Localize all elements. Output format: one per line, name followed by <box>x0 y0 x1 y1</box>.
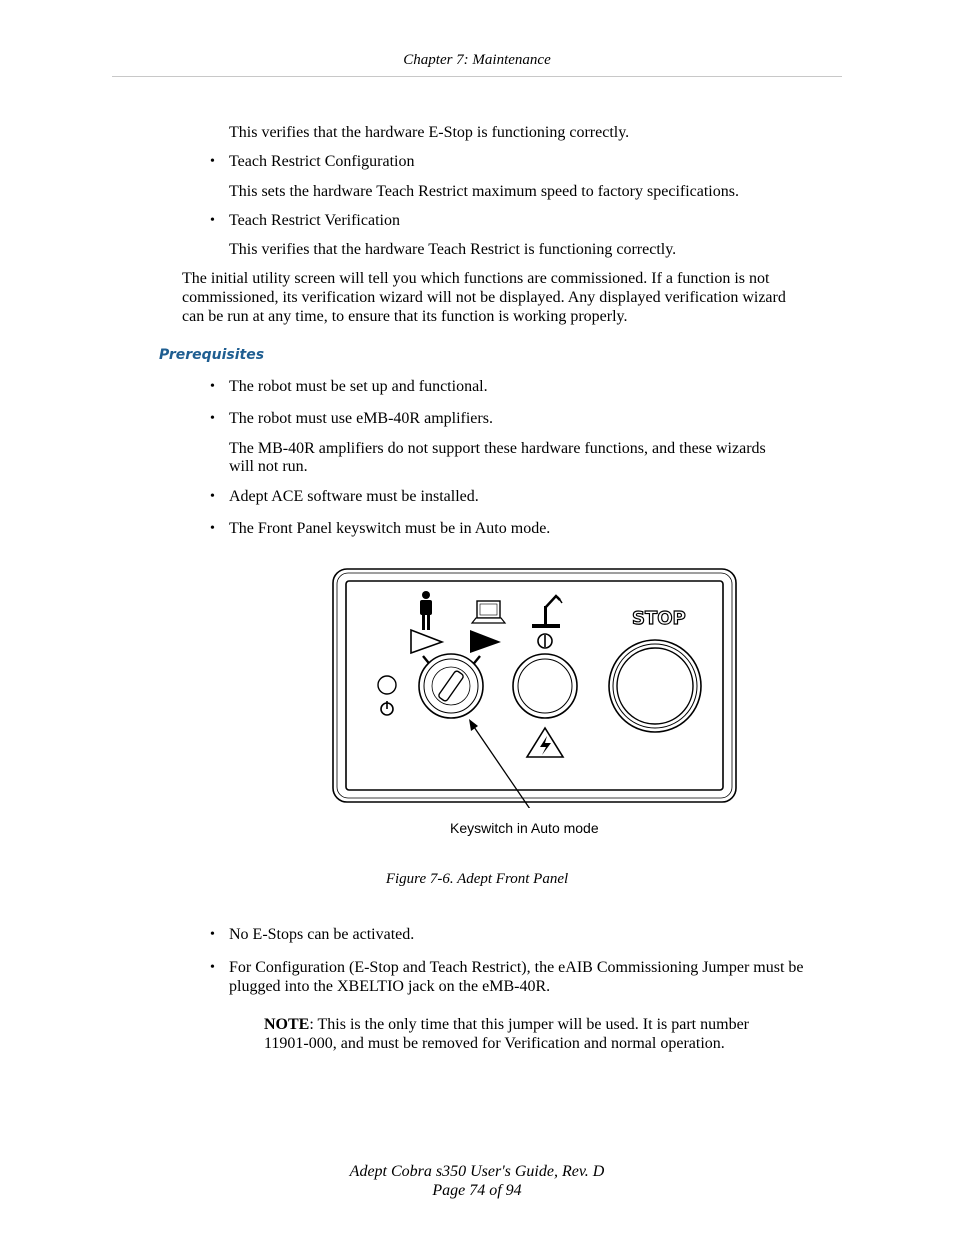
bullet-teach-config: • Teach Restrict Configuration <box>229 152 415 171</box>
note-label: NOTE <box>264 1016 310 1033</box>
power-button <box>513 654 577 718</box>
bullet-ace-installed: • Adept ACE software must be installed. <box>229 487 479 506</box>
mb40r-note-line-2: will not run. <box>229 458 308 475</box>
laptop-icon <box>472 601 505 623</box>
bullet-configuration-jumper-line-1: • For Configuration (E-Stop and Teach Restrict), the eAIB Commissioning Jumper must be <box>229 958 804 977</box>
teach-config-text: This sets the hardware Teach Restrict maximum speed to factory specifications. <box>229 183 739 200</box>
keyswitch-callout-label: Keyswitch in Auto mode <box>450 820 599 836</box>
bullet-keyswitch-auto: • The Front Panel keyswitch must be in Auto mode. <box>229 519 550 538</box>
stop-label: STOP <box>632 608 686 629</box>
initial-paragraph-line-3: can be run at any time, to ensure that its function is working properly. <box>182 308 628 325</box>
mb40r-note-line-1: The MB-40R amplifiers do not support these hardware functions, and these wizards <box>229 440 766 457</box>
note-line-2: 11901-000, and must be removed for Verification and normal operation. <box>264 1035 725 1052</box>
initial-paragraph-line-1: The initial utility screen will tell you which functions are commissioned. If a function is not <box>182 270 770 287</box>
prerequisites-heading: Prerequisites <box>159 347 265 363</box>
bullet-no-estops: • No E-Stops can be activated. <box>229 925 414 944</box>
bullet-robot-setup: • The robot must be set up and functional. <box>229 377 488 396</box>
bullet-teach-verify: • Teach Restrict Verification <box>229 211 400 230</box>
footer-page-number: Page 74 of 94 <box>432 1182 522 1199</box>
stop-button <box>609 640 701 732</box>
figure-caption: Figure 7-6. Adept Front Panel <box>385 871 569 887</box>
keyswitch <box>419 654 483 718</box>
configuration-jumper-line-2: plugged into the XBELTIO jack on the eMB-40R. <box>229 978 551 995</box>
estop-verify-text: This verifies that the hardware E-Stop is functioning correctly. <box>229 124 630 141</box>
header-divider <box>112 76 842 77</box>
chapter-header: Chapter 7: Maintenance <box>403 52 551 68</box>
note-line-1 <box>264 1015 749 1034</box>
teach-verify-text: This verifies that the hardware Teach Restrict is functioning correctly. <box>229 241 677 258</box>
status-led <box>378 676 396 694</box>
footer-guide-title: Adept Cobra s350 User's Guide, Rev. D <box>349 1163 605 1180</box>
bullet-emb40r: • The robot must use eMB-40R amplifiers. <box>229 409 493 428</box>
initial-paragraph-line-2: commissioned, its verification wizard will not be displayed. Any displayed verification wizard <box>182 289 786 306</box>
note-text-1: : This is the only time that this jumper will be used. It is part number <box>309 1016 749 1033</box>
front-panel-figure <box>330 566 740 808</box>
